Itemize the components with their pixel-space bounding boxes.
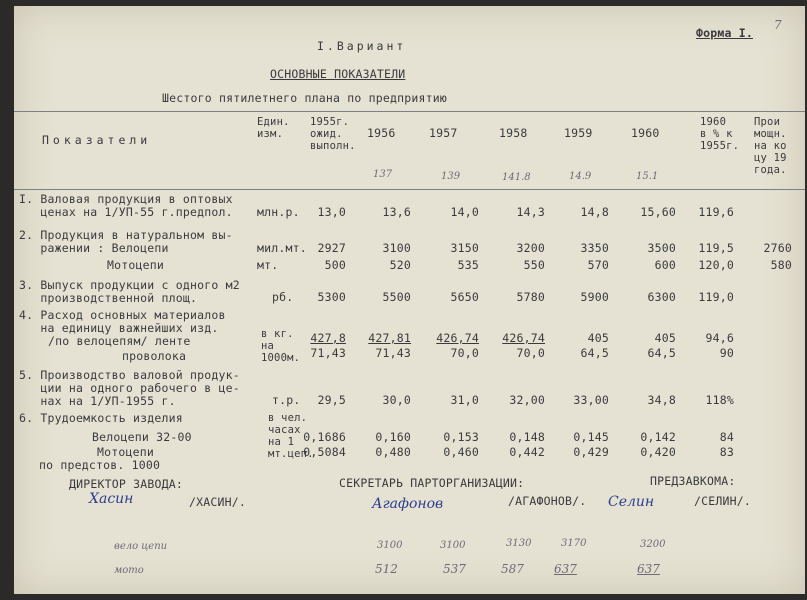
table-cell: 90 bbox=[719, 346, 734, 360]
table-cell: 0,1686 bbox=[303, 430, 346, 444]
table-cell: 15,60 bbox=[640, 205, 676, 219]
secretary-signature: Агафонов bbox=[372, 496, 444, 512]
director-signature: Хасин bbox=[89, 491, 134, 507]
table-cell: 64,5 bbox=[580, 346, 609, 360]
table-cell: 0,160 bbox=[375, 430, 411, 444]
table-cell: 5900 bbox=[580, 290, 609, 304]
table-cell: 3200 bbox=[516, 241, 545, 255]
table-cell: 5300 bbox=[317, 290, 346, 304]
row-unit: т.р. bbox=[272, 393, 301, 407]
row-sublabel: Мотоцепи bbox=[97, 445, 154, 459]
table-cell: 119,5 bbox=[698, 241, 734, 255]
table-cell: 5500 bbox=[382, 290, 411, 304]
note-bottom-1: 512 bbox=[375, 562, 398, 576]
note-bottom-4: 637 bbox=[554, 562, 577, 576]
table-cell: 535 bbox=[457, 258, 479, 272]
document-title: ОСНОВНЫЕ ПОКАЗАТЕЛИ bbox=[270, 67, 406, 81]
row-unit: в кг. на 1000м. bbox=[261, 328, 301, 364]
table-cell: 405 bbox=[654, 331, 676, 345]
director-label: ДИРЕКТОР ЗАВОДА: bbox=[69, 477, 183, 491]
table-cell: 13,0 bbox=[317, 205, 346, 219]
note-bottom-2: 537 bbox=[443, 562, 466, 576]
secretary-name: /АГАФОНОВ/. bbox=[508, 494, 587, 508]
col-1958: 1958 bbox=[499, 126, 528, 140]
note-bottom-5: 637 bbox=[637, 562, 660, 576]
table-cell: 427,8 bbox=[310, 331, 346, 345]
table-cell: 426,74 bbox=[436, 331, 479, 345]
table-cell: 118% bbox=[705, 393, 734, 407]
note-top-5: 3200 bbox=[640, 539, 666, 550]
table-cell: 550 bbox=[523, 258, 545, 272]
table-cell: 5650 bbox=[450, 290, 479, 304]
table-cell: 0,5084 bbox=[303, 445, 346, 459]
union-signature: Селин bbox=[608, 494, 655, 510]
table-cell: 520 bbox=[389, 258, 411, 272]
col-unit: Един. изм. bbox=[257, 116, 290, 140]
table-cell: 500 bbox=[324, 258, 346, 272]
row-unit: млн.р. bbox=[257, 205, 300, 219]
table-cell: 71,43 bbox=[375, 346, 411, 360]
table-cell: 120,0 bbox=[698, 258, 734, 272]
col-percent: 1960 в % к 1955г. bbox=[700, 116, 740, 152]
hw-mark-1960: 15.1 bbox=[636, 171, 659, 182]
table-cell: 32,00 bbox=[509, 393, 545, 407]
table-cell: 33,00 bbox=[573, 393, 609, 407]
table-cell: 83 bbox=[719, 445, 734, 459]
hw-mark-1959: 14.9 bbox=[569, 171, 592, 182]
table-cell: 119,6 bbox=[698, 205, 734, 219]
row-label: 5. Производство валовой продук- ции на одного рабочего в це- нах на 1/УП-1955 г. bbox=[19, 368, 240, 408]
table-cell: 70,0 bbox=[516, 346, 545, 360]
row-label: 3. Выпуск продукции с одного м2 производственной площ. bbox=[19, 278, 240, 305]
note-top-4: 3170 bbox=[561, 538, 587, 549]
variant-title: I.Вариант bbox=[317, 39, 407, 53]
table-cell: 94,6 bbox=[705, 331, 734, 345]
header-rule bbox=[14, 189, 805, 190]
row-unit: в чел. часах на 1 мт.цеп. bbox=[268, 412, 314, 460]
table-cell: 0,442 bbox=[509, 445, 545, 459]
page-mark: 7 bbox=[774, 18, 782, 32]
col-1960: 1960 bbox=[631, 126, 660, 140]
table-cell: 0,145 bbox=[573, 430, 609, 444]
table-cell: 14,0 bbox=[450, 205, 479, 219]
table-cell: 3150 bbox=[450, 241, 479, 255]
table-cell: 2927 bbox=[317, 241, 346, 255]
row-unit: мт. bbox=[257, 258, 279, 272]
table-cell: 0,429 bbox=[573, 445, 609, 459]
table-cell: 0,153 bbox=[443, 430, 479, 444]
row-sublabel: проволока bbox=[122, 349, 187, 363]
table-cell: 6300 bbox=[647, 290, 676, 304]
note-top-3: 3130 bbox=[506, 538, 532, 549]
table-cell: 405 bbox=[587, 331, 609, 345]
document-subtitle: Шестого пятилетнего плана по предприятию bbox=[162, 91, 447, 105]
table-cell: 70,0 bbox=[450, 346, 479, 360]
table-cell: 0,460 bbox=[443, 445, 479, 459]
note-top-2: 3100 bbox=[440, 540, 466, 551]
row-label: I. Валовая продукция в оптовых ценах на 1/УП-55 г.предпол. bbox=[19, 192, 233, 219]
row-unit: рб. bbox=[272, 290, 294, 304]
table-cell: 3500 bbox=[647, 241, 676, 255]
row-sublabel: /по велоцепям/ ленте bbox=[48, 334, 191, 348]
table-cell: 580 bbox=[770, 258, 792, 272]
director-name: /ХАСИН/. bbox=[189, 495, 246, 509]
table-cell: 13,6 bbox=[382, 205, 411, 219]
note-left-1: вело цепи bbox=[114, 541, 168, 552]
union-label: ПРЕДЗАВКОМА: bbox=[650, 474, 736, 488]
table-cell: 600 bbox=[654, 258, 676, 272]
col-1955: 1955г. ожид. выполн. bbox=[310, 116, 356, 152]
row-sublabel: по предстов. 1000 bbox=[39, 458, 161, 472]
table-cell: 71,43 bbox=[310, 346, 346, 360]
table-cell: 31,0 bbox=[450, 393, 479, 407]
table-cell: 119,0 bbox=[698, 290, 734, 304]
table-cell: 5780 bbox=[516, 290, 545, 304]
secretary-label: СЕКРЕТАРЬ ПАРТОРГАНИЗАЦИИ: bbox=[339, 476, 525, 490]
table-cell: 84 bbox=[719, 430, 734, 444]
row-label: 4. Расход основных материалов на единицу важнейших изд. bbox=[19, 308, 226, 335]
table-cell: 0,480 bbox=[375, 445, 411, 459]
table-cell: 3100 bbox=[382, 241, 411, 255]
table-cell: 14,3 bbox=[516, 205, 545, 219]
table-cell: 0,148 bbox=[509, 430, 545, 444]
table-cell: 34,8 bbox=[647, 393, 676, 407]
note-top-1: 3100 bbox=[377, 540, 403, 551]
hw-mark-1957: 139 bbox=[441, 171, 461, 182]
union-name: /СЕЛИН/. bbox=[694, 494, 751, 508]
note-bottom-3: 587 bbox=[501, 562, 524, 576]
table-cell: 64,5 bbox=[647, 346, 676, 360]
note-left-2: мото bbox=[114, 565, 144, 576]
table-cell: 29,5 bbox=[317, 393, 346, 407]
row-label: 6. Трудоемкость изделия bbox=[19, 411, 183, 425]
table-cell: 3350 bbox=[580, 241, 609, 255]
table-cell: 0,142 bbox=[640, 430, 676, 444]
col-1959: 1959 bbox=[564, 126, 593, 140]
hw-mark-1956: 137 bbox=[373, 169, 393, 180]
table-cell: 0,420 bbox=[640, 445, 676, 459]
top-rule bbox=[14, 111, 805, 112]
col-1956: 1956 bbox=[367, 126, 396, 140]
col-indicator: Показатели bbox=[42, 133, 152, 147]
form-number: Форма I. bbox=[696, 26, 753, 40]
col-1957: 1957 bbox=[429, 126, 458, 140]
table-cell: 30,0 bbox=[382, 393, 411, 407]
row-label: Мотоцепи bbox=[107, 258, 164, 272]
row-sublabel: Велоцепи 32-00 bbox=[92, 430, 192, 444]
table-cell: 426,74 bbox=[502, 331, 545, 345]
hw-mark-1958: 141.8 bbox=[502, 172, 531, 183]
col-capacity: Прои мощн. на ко цу 19 года. bbox=[754, 116, 787, 176]
table-cell: 570 bbox=[587, 258, 609, 272]
table-cell: 427,81 bbox=[368, 331, 411, 345]
row-unit: мил.мт. bbox=[257, 241, 307, 255]
row-label: 2. Продукция в натуральном вы- ражении : Велоцепи bbox=[19, 228, 233, 255]
table-cell: 14,8 bbox=[580, 205, 609, 219]
table-cell: 2760 bbox=[763, 241, 792, 255]
document-sheet bbox=[14, 6, 805, 594]
